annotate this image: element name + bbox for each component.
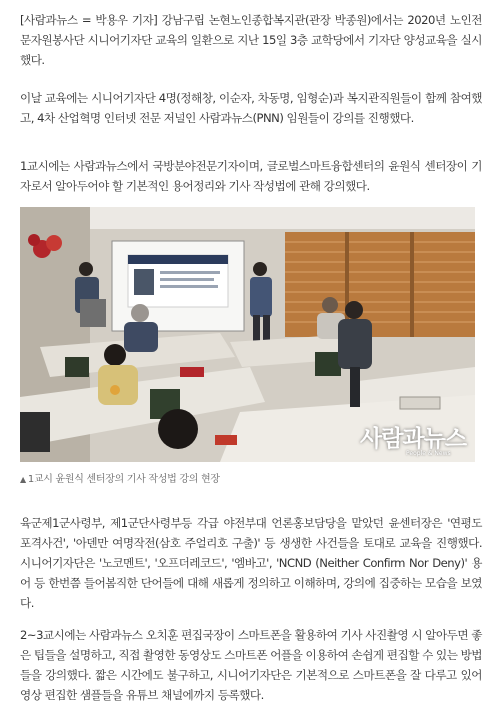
paragraph-second-session: 2~3교시에는 사람과뉴스 오치훈 편집국장이 스마트폰을 활용하여 기사 사진촬영 시 알아두면 좋은 팁들을 설명하고, 직접 촬영한 동영상도 스마트폰 어플을 이용하여 손쉽게 편집할 수 있는 방법들을 강의했다. 짧은 시간에도 불구하고, 시니어기자단은 기본적으로 스마트폰을 잘 다루고 있어 영상 편집한 샘플들을 유튜브 채널에까지 등록했다. xyxy=(20,628,482,702)
watermark-logo-subtitle: People & News xyxy=(406,450,451,457)
paragraph-first-session: 1교시에는 사람과뉴스에서 국방분야전문기자이며, 글로벌스마트융합센터의 윤원식 센터장이 기자로서 알아두어야 할 기본적인 용어정리와 기사 작성법에 관해 강의했다. xyxy=(20,159,482,193)
caption-text: 1교시 윤원식 센터장의 기사 작성법 강의 현장 xyxy=(27,474,220,485)
photo-caption xyxy=(20,470,220,485)
paragraph-lecture-details: 육군제1군사령부, 제1군단사령부등 각급 야전부대 언론홍보담당을 맡았던 윤센터장은 '연평도 포격사건', '아덴만 여명작전(삼호 주얼리호 구출)' 등 생생한 사건들을 토대로 교육을 진행했다. 시니어기자단은 '노코멘트', '오프더레코드', '엠바고', 'NCND (Neither Confirm Nor Deny)' 용어 등 한번쯤 들어봄직한 단어들에 대해 새롭게 정의하고 이해하며, 강의에 집중하는 모습을 보였다. xyxy=(20,516,482,610)
lead-paragraph: [사람과뉴스 = 박용우 기자] 강남구립 논현노인종합복지관(관장 박종원)에서는 2020년 노인전문자원봉사단 시니어기자단 교육의 일환으로 지난 15일 3층 교학당에서 기자단 양성교육을 실시했다. xyxy=(20,13,482,67)
caption-triangle-icon: ▲ xyxy=(20,475,26,484)
lecture-photo xyxy=(20,207,475,462)
paragraph-participants: 이날 교육에는 시니어기자단 4명(정해창, 이순자, 차동명, 임형순)과 복지관직원들이 함께 참여했고, 4차 산업혁명 인터넷 전문 저널인 사람과뉴스(PNN) 임원들이 강의를 진행했다. xyxy=(20,91,482,125)
watermark-logo: 사람과뉴스 xyxy=(360,426,467,452)
